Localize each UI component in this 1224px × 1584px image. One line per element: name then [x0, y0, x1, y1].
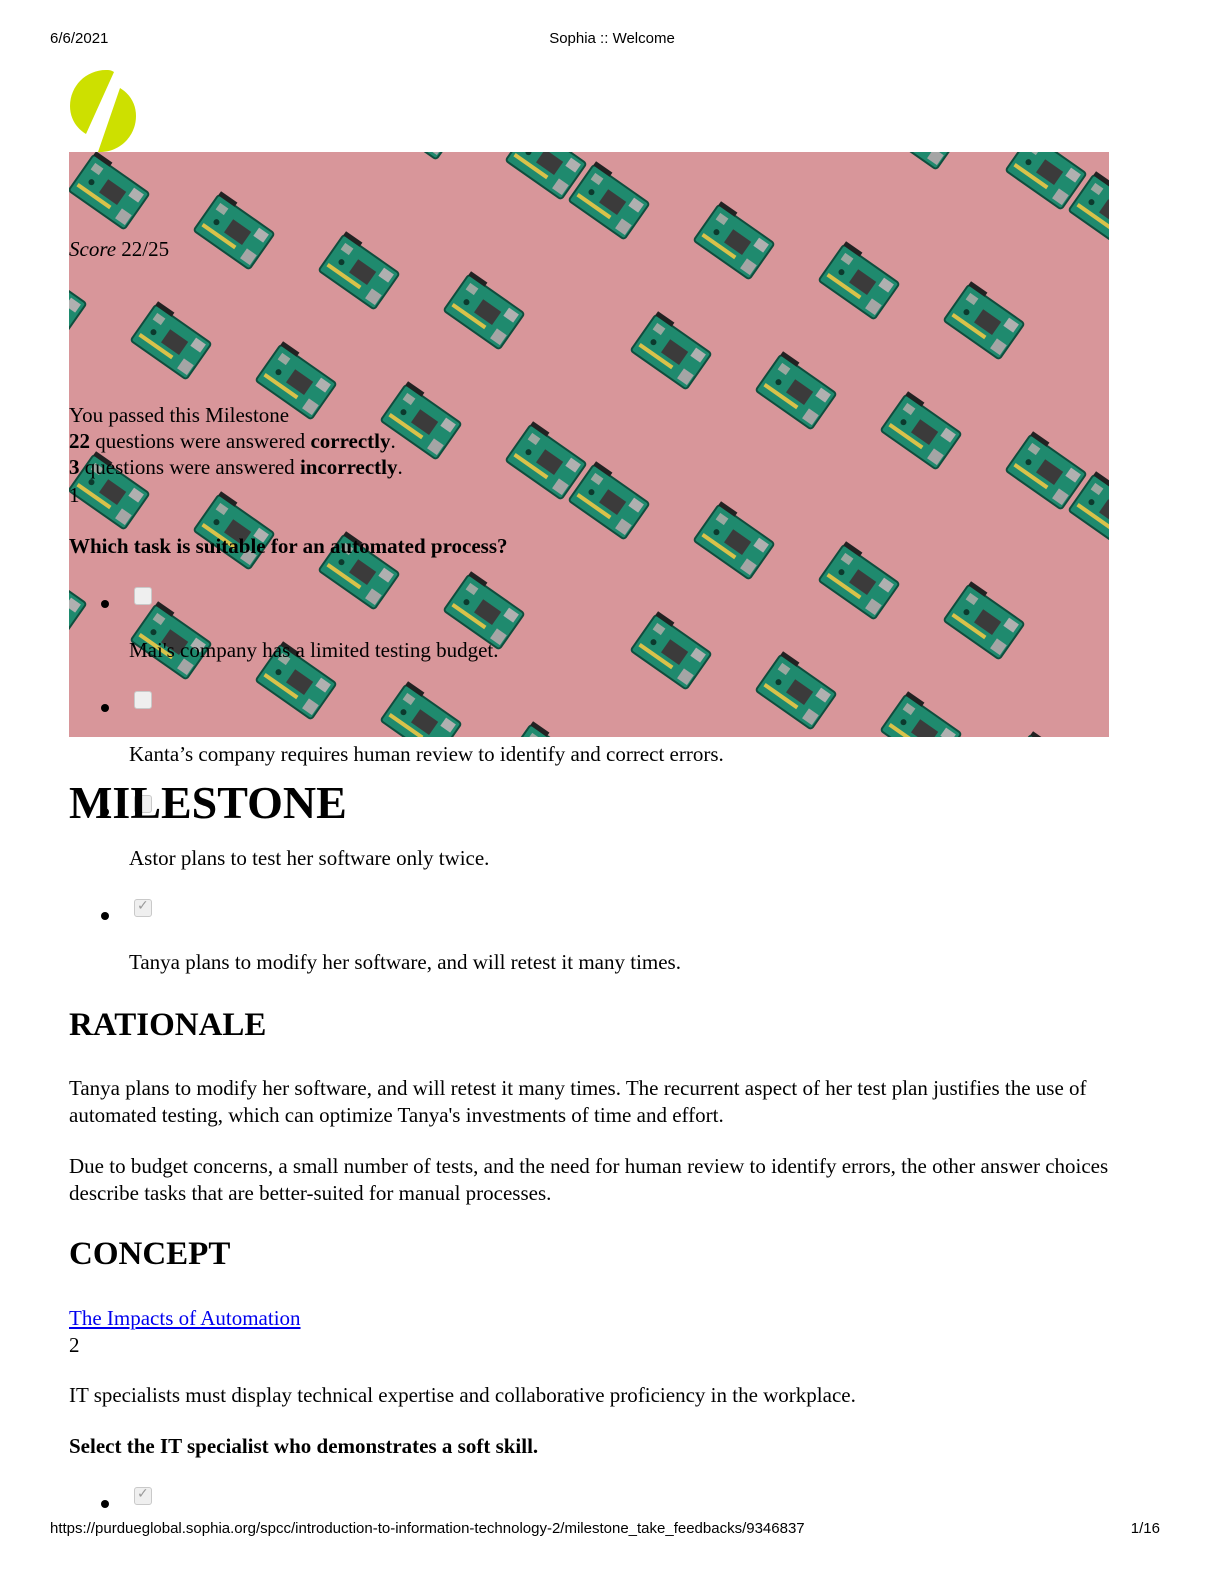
score-display [69, 236, 169, 262]
print-header [0, 30, 1224, 50]
score-label: Score [69, 237, 117, 261]
correct-summary: 22 questions were answered correctly. [69, 429, 396, 453]
answer-checkbox[interactable] [134, 587, 152, 605]
question-number: 1 [69, 483, 80, 507]
question-number: 2 [69, 1333, 80, 1357]
question-text: Select the IT specialist who demonstrates a soft skill. [69, 1434, 539, 1458]
concept-heading: CONCEPT [69, 1236, 231, 1272]
bullet [101, 704, 109, 712]
answer-text: Astor plans to test her software only twice. [129, 846, 490, 870]
question-text: Which task is suitable for an automated process? [69, 534, 508, 558]
sophia-logo [68, 68, 138, 154]
rationale-paragraph: Tanya plans to modify her software, and will retest it many times. The recurrent aspect of her test plan justifies the use of automated testing, which can optimize Tanya's investments of time and effort. [69, 1076, 1087, 1127]
answer-checkbox[interactable] [134, 691, 152, 709]
answer-text: Mai's company has a limited testing budget. [129, 638, 499, 662]
print-date: 6/6/2021 [50, 30, 109, 47]
print-title: Sophia :: Welcome [549, 30, 675, 47]
print-page-number: 1/16 [1130, 1520, 1160, 1537]
score-value: 22/25 [121, 237, 170, 261]
milestone-heading: MILESTONE [69, 777, 347, 828]
passed-message: You passed this Milestone [69, 403, 290, 427]
print-url: https://purdueglobal.sophia.org/spcc/introduction-to-information-technology-2/milestone_take_feedbacks/9346837 [50, 1520, 805, 1537]
bullet [101, 600, 109, 608]
rationale-paragraph: Due to budget concerns, a small number of tests, and the need for human review to identify errors, the other answer choices describe tasks that are better-suited for manual processes. [69, 1154, 1109, 1205]
answer-checkbox-checked[interactable] [134, 899, 152, 917]
rationale-heading: RATIONALE [69, 1007, 267, 1043]
incorrect-summary: 3 questions were answered incorrectly. [69, 455, 403, 479]
result-summary [69, 402, 403, 480]
answer-text: Kanta’s company requires human review to identify and correct errors. [129, 742, 724, 766]
print-footer [0, 1520, 1224, 1540]
answer-checkbox-checked[interactable] [134, 1487, 152, 1505]
question-intro: IT specialists must display technical expertise and collaborative proficiency in the workplace. [69, 1383, 856, 1407]
concept-link[interactable]: The Impacts of Automation [69, 1306, 301, 1330]
answer-text: Tanya plans to modify her software, and will retest it many times. [129, 950, 681, 974]
bullet [101, 912, 109, 920]
bullet [101, 1500, 109, 1508]
